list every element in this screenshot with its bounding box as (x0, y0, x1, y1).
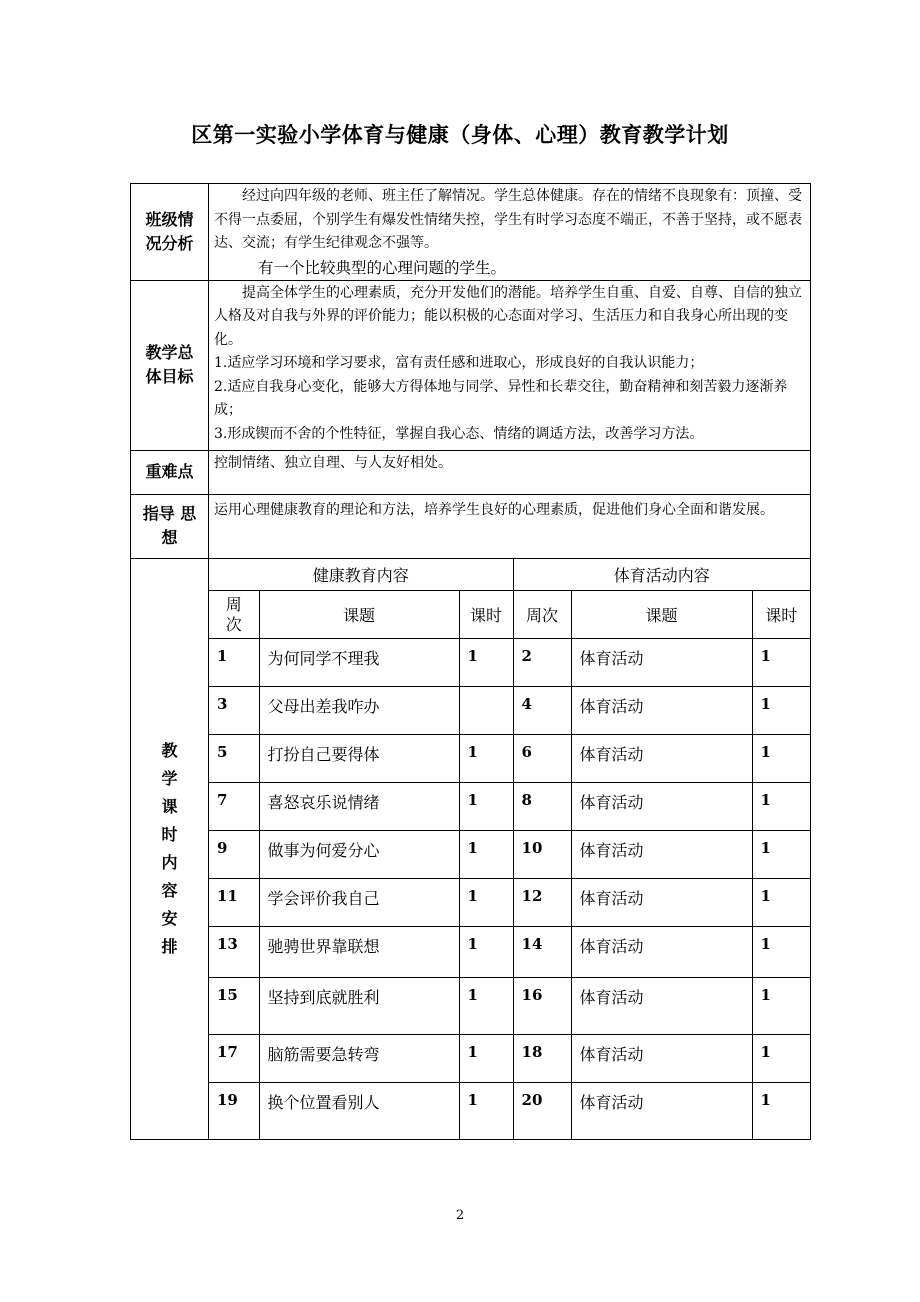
pe-week: 2 (513, 639, 571, 687)
row-key-points (131, 450, 811, 494)
health-hours: 1 (459, 783, 513, 831)
health-topic: 学会评价我自己 (259, 879, 459, 927)
pe-week: 16 (513, 978, 571, 1035)
health-topic: 脑筋需要急转弯 (259, 1035, 459, 1083)
health-week: 19 (209, 1083, 259, 1139)
health-week: 1 (209, 639, 259, 687)
pe-header: 体育活动内容 (513, 559, 810, 591)
health-topic: 驰骋世界靠联想 (259, 927, 459, 978)
pe-topic: 体育活动 (571, 1035, 752, 1083)
pe-topic: 体育活动 (571, 1083, 752, 1139)
health-hours: 1 (459, 879, 513, 927)
pe-week: 6 (513, 735, 571, 783)
schedule-row (209, 831, 810, 879)
col-week-health (209, 591, 259, 639)
document-title: 区第一实验小学体育与健康（身体、心理）教育教学计划 (191, 123, 729, 147)
schedule-cell (209, 558, 811, 1139)
pe-hours: 1 (752, 735, 810, 783)
label-char: 学 (161, 768, 178, 788)
plan-table (130, 183, 811, 1140)
label-line: 班级情 (145, 209, 194, 229)
health-topic: 做事为何爱分心 (259, 831, 459, 879)
schedule-row (209, 978, 810, 1035)
goal-item-1: 1.适应学习环境和学习要求，富有责任感和进取心，形成良好的自我认识能力； (214, 355, 704, 371)
label-key-points: 重难点 (131, 450, 209, 494)
pe-week: 14 (513, 927, 571, 978)
row-schedule (131, 558, 811, 1139)
pe-hours: 1 (752, 687, 810, 735)
label-line: 指导 思 (142, 504, 197, 523)
health-hours: 1 (459, 1035, 513, 1083)
label-line: 况分析 (145, 233, 194, 253)
col-topic-pe: 课题 (571, 591, 752, 639)
pe-week: 18 (513, 1035, 571, 1083)
pe-week: 20 (513, 1083, 571, 1139)
health-week: 5 (209, 735, 259, 783)
schedule-group-header (209, 559, 810, 591)
pe-hours: 1 (752, 927, 810, 978)
col-week-line: 周 (225, 594, 242, 614)
label-char: 时 (161, 824, 178, 844)
health-hours: 1 (459, 978, 513, 1035)
pe-topic: 体育活动 (571, 735, 752, 783)
health-topic: 坚持到底就胜利 (259, 978, 459, 1035)
col-week-line: 次 (225, 614, 242, 634)
health-hours: 1 (459, 927, 513, 978)
pe-topic: 体育活动 (571, 927, 752, 978)
class-analysis-content (209, 184, 811, 281)
health-topic: 打扮自己要得体 (259, 735, 459, 783)
pe-topic: 体育活动 (571, 639, 752, 687)
col-hours-pe: 课时 (752, 591, 810, 639)
row-goals (131, 280, 811, 450)
goals-content (209, 280, 811, 450)
label-char: 课 (161, 796, 178, 816)
pe-hours: 1 (752, 1083, 810, 1139)
schedule-row (209, 1035, 810, 1083)
health-hours (459, 687, 513, 735)
label-line: 体目标 (145, 367, 194, 386)
health-topic: 为何同学不理我 (259, 639, 459, 687)
health-week: 9 (209, 831, 259, 879)
label-char: 教 (161, 740, 178, 760)
health-week: 3 (209, 687, 259, 735)
pe-hours: 1 (752, 831, 810, 879)
health-week: 17 (209, 1035, 259, 1083)
label-char: 容 (161, 880, 178, 900)
col-hours-health: 课时 (459, 591, 513, 639)
schedule-row (209, 879, 810, 927)
label-schedule (131, 558, 209, 1139)
schedule-row (209, 783, 810, 831)
health-week: 15 (209, 978, 259, 1035)
class-analysis-note: 有一个比较典型的心理问题的学生。 (258, 258, 507, 277)
health-week: 11 (209, 879, 259, 927)
label-char: 排 (161, 936, 178, 956)
health-hours: 1 (459, 639, 513, 687)
schedule-row (209, 927, 810, 978)
col-topic-health: 课题 (259, 591, 459, 639)
page-number: 2 (455, 1208, 465, 1223)
pe-hours: 1 (752, 879, 810, 927)
label-goals (131, 280, 209, 450)
label-char: 安 (161, 908, 178, 928)
health-week: 7 (209, 783, 259, 831)
col-week-pe: 周次 (513, 591, 571, 639)
schedule-row (209, 1083, 810, 1139)
pe-hours: 1 (752, 1035, 810, 1083)
health-week: 13 (209, 927, 259, 978)
pe-hours: 1 (752, 783, 810, 831)
key-points-text: 控制情绪、独立自理、与人友好相处。 (209, 450, 811, 494)
goals-intro: 提高全体学生的心理素质，充分开发他们的潜能。培养学生自重、自爱、自尊、自信的独立人格及对自我与外界的评价能力；能以积极的心态面对学习、生活压力和自我身心所出现的变化。 (214, 284, 802, 348)
row-class-analysis (131, 184, 811, 281)
row-guiding (131, 494, 811, 558)
health-hours: 1 (459, 735, 513, 783)
pe-topic: 体育活动 (571, 687, 752, 735)
pe-topic: 体育活动 (571, 831, 752, 879)
health-header: 健康教育内容 (209, 559, 513, 591)
pe-week: 4 (513, 687, 571, 735)
schedule-row (209, 639, 810, 687)
schedule-table (209, 559, 810, 1139)
pe-week: 8 (513, 783, 571, 831)
guiding-text: 运用心理健康教育的理论和方法，培养学生良好的心理素质，促进他们身心全面和谐发展。 (209, 494, 811, 558)
goal-item-2: 2.适应自我身心变化，能够大方得体地与同学、异性和长辈交往，勤奋精神和刻苦毅力逐渐养成； (214, 378, 788, 418)
label-char: 内 (161, 852, 178, 872)
label-line: 想 (161, 528, 178, 547)
goal-item-3: 3.形成锲而不舍的个性特征，掌握自我心态、情绪的调适方法，改善学习方法。 (214, 425, 704, 442)
schedule-row (209, 687, 810, 735)
health-hours: 1 (459, 1083, 513, 1139)
pe-topic: 体育活动 (571, 783, 752, 831)
pe-hours: 1 (752, 978, 810, 1035)
label-class-analysis (131, 184, 209, 281)
class-analysis-text: 经过向四年级的老师、班主任了解情况。学生总体健康。存在的情绪不良现象有：顶撞、受不得一点委屈，个别学生有爆发性情绪失控，学生有时学习态度不端正，不善于坚持，或不愿表达、交流；有学生纪律观念不强等。 (214, 188, 802, 251)
pe-topic: 体育活动 (571, 978, 752, 1035)
schedule-column-header (209, 591, 810, 639)
health-hours: 1 (459, 831, 513, 879)
health-topic: 换个位置看别人 (259, 1083, 459, 1139)
label-guiding (131, 494, 209, 558)
pe-hours: 1 (752, 639, 810, 687)
health-topic: 喜怒哀乐说情绪 (259, 783, 459, 831)
pe-topic: 体育活动 (571, 879, 752, 927)
pe-week: 10 (513, 831, 571, 879)
schedule-row (209, 735, 810, 783)
pe-week: 12 (513, 879, 571, 927)
health-topic: 父母出差我咋办 (259, 687, 459, 735)
label-line: 教学总 (145, 343, 194, 362)
